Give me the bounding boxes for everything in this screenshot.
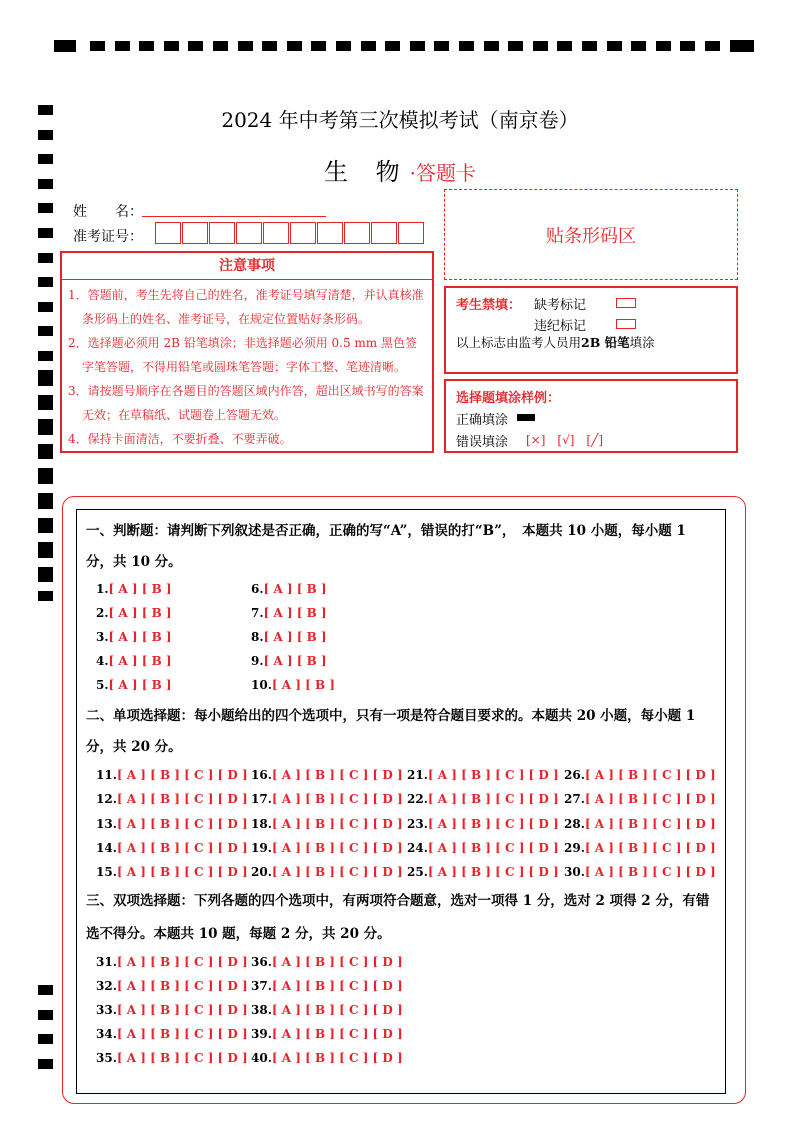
question-3[interactable] (96, 630, 172, 644)
question-16[interactable] (251, 768, 403, 782)
question-number: 16. (251, 768, 272, 782)
timing-mark (434, 41, 449, 51)
question-37[interactable] (251, 979, 403, 993)
answer-options[interactable]: [ A ] [ B ] [ C ] [ D ] (271, 816, 403, 831)
question-6[interactable] (251, 582, 327, 596)
answer-options[interactable]: [ A ] [ B ] (271, 678, 335, 692)
violation-mark-box[interactable] (616, 319, 636, 329)
question-number: 35. (96, 1051, 117, 1065)
question-number: 15. (96, 865, 117, 880)
violation-mark-label: 违纪标记 (534, 319, 587, 334)
id-digit-box[interactable] (317, 222, 343, 244)
id-digit-box[interactable] (155, 222, 181, 244)
timing-mark (38, 444, 53, 454)
timing-mark (38, 985, 53, 995)
answer-options[interactable]: [ A ] [ B ] [ C ] [ D ] (116, 865, 248, 880)
answer-options[interactable]: [ A ] [ B ] (108, 630, 172, 644)
question-7[interactable] (251, 606, 327, 620)
card-label: ·答题卡 (409, 161, 476, 185)
id-digit-box[interactable] (344, 222, 370, 244)
answer-options[interactable]: [ A ] [ B ] [ C ] [ D ] (427, 792, 559, 807)
question-number: 26. (564, 768, 585, 782)
timing-mark (656, 41, 671, 51)
question-29[interactable] (564, 841, 716, 855)
answer-options[interactable]: [ A ] [ B ] [ C ] [ D ] (271, 792, 403, 807)
answer-options[interactable]: [ A ] [ B ] [ C ] [ D ] (116, 955, 248, 969)
question-40[interactable] (251, 1051, 403, 1065)
forbid-label: 考生禁填： (456, 298, 522, 313)
question-10[interactable] (251, 678, 335, 692)
subject-name: 生 物 (324, 158, 410, 186)
timing-mark (38, 419, 53, 429)
question-number: 21. (407, 768, 428, 782)
id-digit-box[interactable] (236, 222, 262, 244)
answer-options[interactable]: [ A ] [ B ] (263, 654, 327, 668)
answer-options[interactable]: [ A ] [ B ] (263, 606, 327, 620)
id-label: 准考证号： (73, 229, 143, 245)
question-number: 10. (251, 678, 272, 692)
question-2[interactable] (96, 606, 172, 620)
timing-mark (164, 41, 179, 51)
question-25[interactable] (407, 865, 559, 879)
question-number: 28. (564, 816, 585, 831)
answer-options[interactable]: [ A ] [ B ] [ C ] [ D ] (116, 979, 248, 993)
timing-mark (90, 41, 105, 51)
timing-mark (361, 41, 376, 51)
question-number: 31. (96, 955, 117, 969)
timing-mark (115, 41, 130, 51)
id-digit-box[interactable] (371, 222, 397, 244)
timing-mark (631, 41, 646, 51)
notice-item: 2．选择题必须用 2B 铅笔填涂；非选择题必须用 0.5 mm 黑色签字笔答题，不得用铅笔或圆珠笔答题；字体工整、笔迹清晰。 (68, 336, 418, 374)
question-14[interactable] (96, 841, 248, 855)
timing-mark (38, 493, 53, 503)
barcode-label: 贴条形码区 (546, 225, 636, 247)
question-20[interactable] (251, 865, 403, 879)
notice-box (60, 251, 434, 453)
answer-options[interactable]: [ A ] [ B ] [ C ] [ D ] (116, 792, 248, 807)
answer-options[interactable]: [ A ] [ B ] [ C ] [ D ] (271, 840, 403, 855)
timing-mark (38, 203, 53, 213)
wrong-fill-examples: [×] [√] [╱] (526, 433, 604, 447)
answer-options[interactable]: [ A ] [ B ] [ C ] [ D ] (427, 865, 559, 880)
timing-mark (38, 326, 53, 336)
question-1[interactable] (96, 582, 172, 596)
answer-options[interactable]: [ A ] [ B ] [ C ] [ D ] (427, 816, 559, 831)
timing-mark (139, 41, 154, 51)
timing-mark (38, 1059, 53, 1069)
timing-mark (582, 41, 597, 51)
forbid-note-text: 以上标志由监考人员用 (456, 335, 582, 350)
timing-mark (38, 468, 53, 478)
section-3-instruction-cont: 选不得分。本题共 10 题，每题 2 分，共 20 分。 (86, 926, 391, 942)
question-number: 29. (564, 840, 585, 855)
notice-heading: 注意事项 (62, 253, 432, 280)
timing-mark (680, 41, 695, 51)
question-5[interactable] (96, 678, 172, 692)
question-number: 1. (96, 582, 109, 596)
question-18[interactable] (251, 817, 403, 831)
question-number: 38. (251, 1003, 272, 1017)
timing-mark (38, 302, 53, 312)
answer-options[interactable]: [ A ] [ B ] [ C ] [ D ] (584, 792, 716, 807)
section-1-instruction: 一、判断题：请判断下列叙述是否正确，正确的写“A”，错误的打“B”， 本题共 10 小题，每小题 1 (86, 523, 686, 539)
question-17[interactable] (251, 792, 403, 806)
answer-options[interactable]: [ A ] [ B ] [ C ] [ D ] (116, 1027, 248, 1041)
question-number: 13. (96, 816, 117, 831)
question-39[interactable] (251, 1027, 403, 1041)
timing-mark (38, 253, 53, 263)
question-number: 2. (96, 606, 109, 620)
correct-fill-example (517, 414, 535, 421)
question-33[interactable] (96, 1003, 248, 1017)
question-13[interactable] (96, 817, 248, 831)
timing-mark (385, 41, 400, 51)
timing-mark (38, 277, 53, 287)
question-27[interactable] (564, 792, 716, 806)
question-number: 18. (251, 816, 272, 831)
question-number: 22. (407, 792, 428, 807)
forbid-note-bold: 2B 铅笔 (581, 335, 630, 350)
answer-options[interactable]: [ A ] [ B ] [ C ] [ D ] (584, 865, 716, 880)
question-4[interactable] (96, 654, 172, 668)
answer-options[interactable]: [ A ] [ B ] [ C ] [ D ] (116, 768, 248, 782)
notice-item: 1．答题前，考生先将自己的姓名，准考证号填写清楚，并认真核准条形码上的姓名、准考证号，在规定位置贴好条形码。 (68, 288, 424, 326)
question-32[interactable] (96, 979, 248, 993)
sample-title: 选择题填涂样例： (456, 391, 561, 406)
question-30[interactable] (564, 865, 716, 879)
answer-options[interactable]: [ A ] [ B ] [ C ] [ D ] (271, 1027, 403, 1041)
absent-mark-box[interactable] (616, 298, 636, 308)
answer-options[interactable]: [ A ] [ B ] [ C ] [ D ] (271, 768, 403, 782)
answer-options[interactable]: [ A ] [ B ] (263, 630, 327, 644)
question-number: 20. (251, 865, 272, 880)
answer-options[interactable]: [ A ] [ B ] [ C ] [ D ] (584, 840, 716, 855)
question-22[interactable] (407, 792, 559, 806)
question-number: 25. (407, 865, 428, 880)
question-number: 23. (407, 816, 428, 831)
id-digit-box[interactable] (182, 222, 208, 244)
timing-mark (38, 542, 53, 552)
forbid-note-text-end: 填涂 (629, 335, 655, 350)
question-number: 17. (251, 792, 272, 807)
question-number: 34. (96, 1027, 117, 1041)
question-number: 19. (251, 840, 272, 855)
timing-mark (459, 41, 474, 51)
wrong-fill-label: 错误填涂 (456, 435, 509, 450)
question-21[interactable] (407, 768, 559, 782)
answer-options[interactable]: [ A ] [ B ] [ C ] [ D ] (427, 840, 559, 855)
timing-mark (38, 518, 53, 528)
timing-mark (533, 41, 548, 51)
answer-options[interactable]: [ A ] [ B ] [ C ] [ D ] (271, 1003, 403, 1017)
timing-mark (213, 41, 228, 51)
answer-options[interactable]: [ A ] [ B ] [ C ] [ D ] (116, 1003, 248, 1017)
question-12[interactable] (96, 792, 248, 806)
section-1-instruction-cont: 分，共 10 分。 (86, 554, 182, 570)
timing-mark (38, 395, 53, 405)
answer-options[interactable]: [ A ] [ B ] [ C ] [ D ] (271, 865, 403, 880)
answer-options[interactable]: [ A ] [ B ] [ C ] [ D ] (116, 816, 248, 831)
question-31[interactable] (96, 955, 248, 969)
question-number: 37. (251, 979, 272, 993)
answer-options[interactable]: [ A ] [ B ] [ C ] [ D ] (584, 768, 716, 782)
question-15[interactable] (96, 865, 248, 879)
timing-mark (38, 567, 53, 577)
timing-mark (238, 41, 253, 51)
absent-mark-label: 缺考标记 (534, 298, 587, 313)
question-number: 5. (96, 678, 109, 692)
notice-item: 3．请按题号顺序在各题目的答题区域内作答，超出区域书写的答案无效；在草稿纸、试题卷上答题无效。 (68, 384, 424, 422)
answer-options[interactable]: [ A ] [ B ] (108, 678, 172, 692)
question-number: 14. (96, 840, 117, 855)
answer-options[interactable]: [ A ] [ B ] [ C ] [ D ] (271, 1051, 403, 1065)
page-title (0, 152, 800, 187)
question-36[interactable] (251, 955, 403, 969)
question-number: 27. (564, 792, 585, 807)
timing-mark (311, 41, 326, 51)
id-digit-box[interactable] (209, 222, 235, 244)
timing-mark (336, 41, 351, 51)
forbid-note (456, 333, 655, 351)
question-9[interactable] (251, 654, 327, 668)
exam-title: 2024 年中考第三次模拟考试（南京卷） (221, 108, 579, 132)
question-24[interactable] (407, 841, 559, 855)
question-number: 12. (96, 792, 117, 807)
timing-mark (38, 351, 53, 361)
answer-options[interactable]: [ A ] [ B ] [ C ] [ D ] (271, 979, 403, 993)
timing-mark-top-right (730, 40, 754, 52)
id-number-boxes[interactable] (155, 222, 425, 244)
question-34[interactable] (96, 1027, 248, 1041)
answer-options[interactable]: [ A ] [ B ] (108, 606, 172, 620)
question-number: 36. (251, 955, 272, 969)
timing-mark (410, 41, 425, 51)
section-3-instruction: 三、双项选择题：下列各题的四个选项中，有两项符合题意，选对一项得 1 分，选对 2 项得 2 分，有错 (86, 893, 710, 909)
answer-options[interactable]: [ A ] [ B ] [ C ] [ D ] (584, 816, 716, 831)
timing-mark (188, 41, 203, 51)
question-number: 30. (564, 865, 585, 880)
timing-mark (38, 1010, 53, 1020)
question-number: 39. (251, 1027, 272, 1041)
question-28[interactable] (564, 817, 716, 831)
question-23[interactable] (407, 817, 559, 831)
answer-options[interactable]: [ A ] [ B ] (108, 582, 172, 596)
answer-options[interactable]: [ A ] [ B ] [ C ] [ D ] (427, 768, 559, 782)
section-2-instruction-cont: 分，共 20 分。 (86, 739, 182, 755)
question-8[interactable] (251, 630, 327, 644)
timing-mark-top-left (54, 40, 76, 52)
correct-fill-label: 正确填涂 (456, 413, 509, 428)
timing-mark (508, 41, 523, 51)
id-digit-box[interactable] (398, 222, 424, 244)
question-number: 7. (251, 606, 264, 620)
answer-options[interactable]: [ A ] [ B ] (108, 654, 172, 668)
timing-mark (287, 41, 302, 51)
question-19[interactable] (251, 841, 403, 855)
timing-mark (38, 228, 53, 238)
timing-mark (607, 41, 622, 51)
question-number: 6. (251, 582, 264, 596)
timing-mark (38, 1034, 53, 1044)
notice-item: 4．保持卡面清洁，不要折叠、不要弄破。 (68, 432, 292, 446)
question-11[interactable] (96, 768, 248, 782)
barcode-area (444, 189, 738, 280)
question-number: 40. (251, 1051, 272, 1065)
section-2-instruction: 二、单项选择题：每小题给出的四个选项中，只有一项是符合题目要求的。本题共 20 小题，每小题 1 (86, 708, 696, 724)
question-26[interactable] (564, 768, 716, 782)
question-number: 9. (251, 654, 264, 668)
timing-mark (38, 591, 53, 601)
question-38[interactable] (251, 1003, 403, 1017)
answer-options[interactable]: [ A ] [ B ] [ C ] [ D ] (116, 1051, 248, 1065)
examinee-forbidden-box (444, 286, 738, 374)
name-label: 姓 名： (73, 204, 143, 220)
question-number: 32. (96, 979, 117, 993)
question-number: 3. (96, 630, 109, 644)
question-number: 33. (96, 1003, 117, 1017)
question-number: 4. (96, 654, 109, 668)
question-number: 24. (407, 840, 428, 855)
id-digit-box[interactable] (263, 222, 289, 244)
answer-options[interactable]: [ A ] [ B ] (263, 582, 327, 596)
question-number: 11. (96, 768, 117, 782)
timing-mark (262, 41, 277, 51)
question-number: 8. (251, 630, 264, 644)
name-field[interactable] (142, 216, 326, 217)
fill-sample-box (444, 379, 738, 453)
timing-mark (38, 370, 53, 380)
answer-options[interactable]: [ A ] [ B ] [ C ] [ D ] (116, 840, 248, 855)
answer-options[interactable]: [ A ] [ B ] [ C ] [ D ] (271, 955, 403, 969)
question-35[interactable] (96, 1051, 248, 1065)
id-digit-box[interactable] (290, 222, 316, 244)
timing-mark (557, 41, 572, 51)
timing-mark (484, 41, 499, 51)
timing-mark (705, 41, 720, 51)
